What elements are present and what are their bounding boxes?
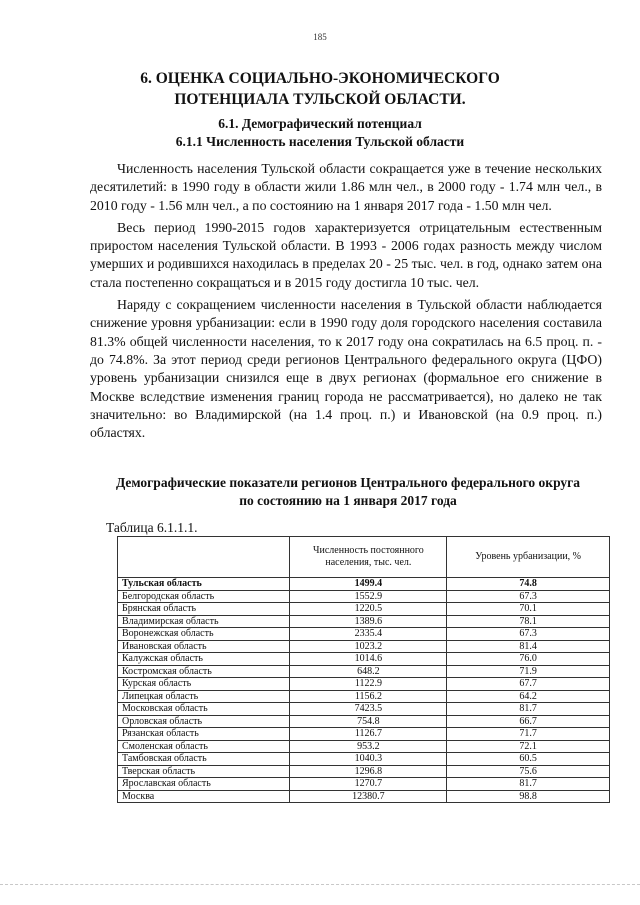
cell-population: 1023.2 [290,640,447,653]
header-population: Численность постоянного населения, тыс. чел. [290,537,447,578]
cell-urbanization: 78.1 [447,615,610,628]
cell-region: Московская область [118,703,290,716]
subsection-title: 6.1. Демографический потенциал [218,116,422,131]
cell-region: Орловская область [118,715,290,728]
table-row [118,603,610,616]
cell-region: Брянская область [118,603,290,616]
cell-urbanization: 81.7 [447,778,610,791]
cell-population: 1389.6 [290,615,447,628]
cell-population: 1552.9 [290,590,447,603]
table-row [118,578,610,591]
cell-population: 953.2 [290,740,447,753]
table-row [118,653,610,666]
cell-region: Костромская область [118,665,290,678]
table-header-row [118,537,610,578]
cell-region: Тверская область [118,765,290,778]
cell-region: Тамбовская область [118,753,290,766]
cell-urbanization: 67.7 [447,678,610,691]
paragraph: Весь период 1990-2015 годов характеризуется отрицательным естественным приростом населения Тульской области. В 1993 - 2006 годах разность между числом умерших и родившихся находилась в пределах 20 - 25 тыс. чел. в год, однако затем она стала постепенно сокращаться и в 2015 году достигла 10 тыс. чел. [90,219,602,290]
cell-population: 1156.2 [290,690,447,703]
table-row [118,765,610,778]
cell-region: Москва [118,790,290,803]
header-urbanization: Уровень урбанизации, % [447,537,610,578]
cell-population: 7423.5 [290,703,447,716]
cell-region: Владимирская область [118,615,290,628]
paragraph: Численность населения Тульской области сокращается уже в течение нескольких десятилетий: в 1990 году в области жили 1.86 млн чел., в 2000 году - 1.74 млн чел., в 2010 году - 1.56 млн чел., а по состоянию на 1 января 2017 года - 1.50 млн чел. [90,161,602,213]
cell-region: Ивановская область [118,640,290,653]
cell-urbanization: 67.3 [447,628,610,641]
paragraph: Наряду с сокращением численности населения в Тульской области наблюдается снижение уровня урбанизации: если в 1990 году доля городского населения составила 81.3% общей численности населения, то к 2017 году она сократилась на 6.5 проц. п. - до 74.8%. За этот период среди регионов Центрального федерального округа (ЦФО) уровень урбанизации снизился еще в двух регионах (формальное его снижение в Москве вследствие изменения границ города не рассматривается), но далеко не так значительно: во Владимирской (на 1.4 проц. п.) и Ивановской (на 0.9 проц. п.) областях. [90,297,602,441]
cell-region: Рязанская область [118,728,290,741]
table-row [118,678,610,691]
table-body [118,578,610,803]
cell-region: Липецкая область [118,690,290,703]
cell-region: Белгородская область [118,590,290,603]
cell-population: 754.8 [290,715,447,728]
page-number: 185 [313,32,327,42]
table-row [118,778,610,791]
subsubsection-title: 6.1.1 Численность населения Тульской области [175,134,465,149]
cell-population: 648.2 [290,665,447,678]
cell-population: 1126.7 [290,728,447,741]
cell-urbanization: 67.3 [447,590,610,603]
cell-region: Курская область [118,678,290,691]
scan-edge-divider [0,884,640,886]
cell-urbanization: 75.6 [447,765,610,778]
cell-population: 1270.7 [290,778,447,791]
table-row [118,690,610,703]
table-row [118,665,610,678]
table-title: Демографические показатели регионов Центрального федерального округа по состоянию на 1 января 2017 года [115,475,581,508]
cell-urbanization: 81.4 [447,640,610,653]
cell-urbanization: 98.8 [447,790,610,803]
cell-region: Воронежская область [118,628,290,641]
cell-population: 1014.6 [290,653,447,666]
cell-region: Смоленская область [118,740,290,753]
table-row [118,703,610,716]
cell-population: 1040.3 [290,753,447,766]
cell-urbanization: 70.1 [447,603,610,616]
cell-population: 1499.4 [290,578,447,591]
cell-urbanization: 72.1 [447,740,610,753]
cell-region: Ярославская область [118,778,290,791]
body-text [90,160,602,446]
cell-urbanization: 71.7 [447,728,610,741]
cell-population: 1122.9 [290,678,447,691]
table-row [118,590,610,603]
cell-population: 1220.5 [290,603,447,616]
cell-region: Калужская область [118,653,290,666]
table-row [118,740,610,753]
cell-population: 1296.8 [290,765,447,778]
cell-population: 2335.4 [290,628,447,641]
cell-urbanization: 81.7 [447,703,610,716]
cell-urbanization: 60.5 [447,753,610,766]
header-region [118,537,290,578]
table-row [118,628,610,641]
table-row [118,728,610,741]
table-row [118,640,610,653]
cell-urbanization: 66.7 [447,715,610,728]
table-row [118,615,610,628]
table-row [118,753,610,766]
cell-urbanization: 76.0 [447,653,610,666]
table-label: Таблица 6.1.1.1. [106,520,198,535]
cell-urbanization: 71.9 [447,665,610,678]
cell-urbanization: 74.8 [447,578,610,591]
table-row [118,790,610,803]
cell-population: 12380.7 [290,790,447,803]
cell-urbanization: 64.2 [447,690,610,703]
demographics-table [117,536,610,803]
subsection-heading [100,115,540,151]
cell-region: Тульская область [118,578,290,591]
section-heading: 6. ОЦЕНКА СОЦИАЛЬНО-ЭКОНОМИЧЕСКОГО ПОТЕНЦИАЛА ТУЛЬСКОЙ ОБЛАСТИ. [140,70,500,108]
table-row [118,715,610,728]
